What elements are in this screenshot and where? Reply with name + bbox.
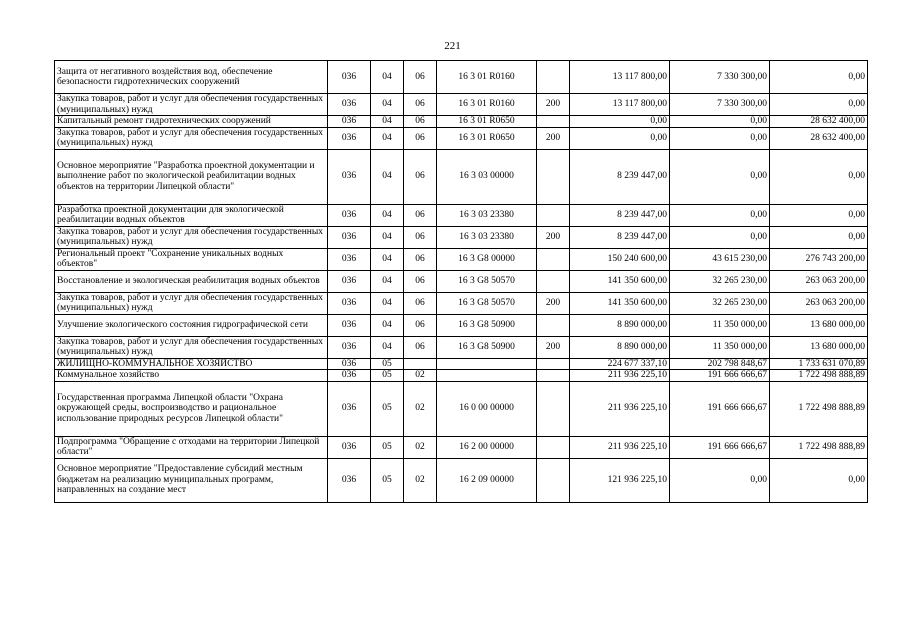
section-code: 05 [371, 381, 404, 436]
amount-year-3: 0,00 [770, 61, 868, 94]
section-code: 04 [371, 336, 404, 358]
amount-year-1: 8 239 447,00 [570, 149, 670, 204]
table-row [55, 370, 868, 382]
section-code: 05 [371, 436, 404, 458]
table-row [55, 127, 868, 149]
table-row [55, 292, 868, 314]
amount-year-2: 11 350 000,00 [670, 336, 770, 358]
subsection-code: 06 [404, 292, 437, 314]
ministry-code: 036 [328, 149, 371, 204]
subsection-code: 06 [404, 116, 437, 128]
amount-year-2: 0,00 [670, 116, 770, 128]
amount-year-3: 263 063 200,00 [770, 292, 868, 314]
ministry-code: 036 [328, 94, 371, 116]
expense-type [537, 116, 570, 128]
section-code: 05 [371, 458, 404, 502]
amount-year-2: 191 666 666,67 [670, 370, 770, 382]
target-article: 16 3 03 00000 [437, 149, 537, 204]
row-name: Закупка товаров, работ и услуг для обеспечения государственных (муниципальных) нужд [55, 94, 328, 116]
target-article: 16 2 00 00000 [437, 436, 537, 458]
expense-type: 200 [537, 336, 570, 358]
amount-year-3: 13 680 000,00 [770, 314, 868, 336]
subsection-code: 02 [404, 370, 437, 382]
amount-year-3: 263 063 200,00 [770, 270, 868, 292]
ministry-code: 036 [328, 204, 371, 226]
ministry-code: 036 [328, 336, 371, 358]
amount-year-3: 0,00 [770, 149, 868, 204]
expense-type [537, 381, 570, 436]
row-name: Закупка товаров, работ и услуг для обеспечения государственных (муниципальных) нужд [55, 336, 328, 358]
ministry-code: 036 [328, 270, 371, 292]
amount-year-2: 32 265 230,00 [670, 292, 770, 314]
target-article: 16 3 01 R0650 [437, 127, 537, 149]
subsection-code: 06 [404, 314, 437, 336]
table-row [55, 61, 868, 94]
amount-year-1: 150 240 600,00 [570, 248, 670, 270]
target-article: 16 3 01 R0650 [437, 116, 537, 128]
table-row [55, 358, 868, 370]
amount-year-1: 13 117 800,00 [570, 61, 670, 94]
row-name: Капитальный ремонт гидротехнических сооружений [55, 116, 328, 128]
row-name: Разработка проектной документации для экологической реабилитации водных объектов [55, 204, 328, 226]
amount-year-2: 0,00 [670, 149, 770, 204]
ministry-code: 036 [328, 61, 371, 94]
amount-year-1: 141 350 600,00 [570, 292, 670, 314]
target-article [437, 370, 537, 382]
section-code: 04 [371, 149, 404, 204]
table-row [55, 270, 868, 292]
amount-year-3: 1 733 631 070,89 [770, 358, 868, 370]
amount-year-3: 0,00 [770, 226, 868, 248]
amount-year-3: 0,00 [770, 94, 868, 116]
amount-year-1: 8 890 000,00 [570, 314, 670, 336]
subsection-code: 06 [404, 336, 437, 358]
table-row [55, 149, 868, 204]
target-article: 16 3 03 23380 [437, 204, 537, 226]
amount-year-2: 0,00 [670, 226, 770, 248]
amount-year-3: 28 632 400,00 [770, 116, 868, 128]
target-article: 16 3 G8 50570 [437, 292, 537, 314]
target-article: 16 3 G8 50900 [437, 336, 537, 358]
amount-year-1: 211 936 225,10 [570, 436, 670, 458]
amount-year-2: 32 265 230,00 [670, 270, 770, 292]
target-article: 16 3 G8 50900 [437, 314, 537, 336]
target-article: 16 3 G8 50570 [437, 270, 537, 292]
ministry-code: 036 [328, 116, 371, 128]
amount-year-1: 8 239 447,00 [570, 226, 670, 248]
expense-type [537, 61, 570, 94]
ministry-code: 036 [328, 226, 371, 248]
ministry-code: 036 [328, 381, 371, 436]
table-row [55, 436, 868, 458]
subsection-code [404, 358, 437, 370]
expense-type: 200 [537, 127, 570, 149]
subsection-code: 06 [404, 248, 437, 270]
expense-type [537, 314, 570, 336]
amount-year-1: 0,00 [570, 127, 670, 149]
expense-type [537, 358, 570, 370]
row-name: Основное мероприятие "Предоставление субсидий местным бюджетам на реализацию муниципальных программ, направленных на создание мест [55, 458, 328, 502]
ministry-code: 036 [328, 458, 371, 502]
expense-type [537, 436, 570, 458]
amount-year-1: 0,00 [570, 116, 670, 128]
subsection-code: 06 [404, 270, 437, 292]
row-name: Государственная программа Липецкой области "Охрана окружающей среды, воспроизводство и рациональное использование природных ресурсов Липецкой области" [55, 381, 328, 436]
table-row [55, 458, 868, 502]
amount-year-1: 121 936 225,10 [570, 458, 670, 502]
target-article: 16 3 03 23380 [437, 226, 537, 248]
row-name: Закупка товаров, работ и услуг для обеспечения государственных (муниципальных) нужд [55, 292, 328, 314]
amount-year-3: 276 743 200,00 [770, 248, 868, 270]
amount-year-1: 8 890 000,00 [570, 336, 670, 358]
expense-type [537, 149, 570, 204]
page-number: 221 [444, 40, 461, 52]
expense-type [537, 270, 570, 292]
target-article: 16 0 00 00000 [437, 381, 537, 436]
amount-year-3: 1 722 498 888,89 [770, 436, 868, 458]
table-row [55, 248, 868, 270]
section-code: 05 [371, 358, 404, 370]
amount-year-1: 8 239 447,00 [570, 204, 670, 226]
section-code: 04 [371, 270, 404, 292]
amount-year-1: 13 117 800,00 [570, 94, 670, 116]
row-name: ЖИЛИЩНО-КОММУНАЛЬНОЕ ХОЗЯЙСТВО [55, 358, 328, 370]
table-row [55, 204, 868, 226]
row-name: Улучшение экологического состояния гидрографической сети [55, 314, 328, 336]
row-name: Региональный проект "Сохранение уникальных водных объектов" [55, 248, 328, 270]
subsection-code: 02 [404, 436, 437, 458]
amount-year-2: 0,00 [670, 204, 770, 226]
section-code: 04 [371, 248, 404, 270]
amount-year-2: 7 330 300,00 [670, 94, 770, 116]
ministry-code: 036 [328, 292, 371, 314]
table-row [55, 226, 868, 248]
amount-year-3: 0,00 [770, 458, 868, 502]
table-row [55, 381, 868, 436]
expense-type [537, 370, 570, 382]
amount-year-2: 0,00 [670, 458, 770, 502]
row-name: Защита от негативного воздействия вод, обеспечение безопасности гидротехнических сооружений [55, 61, 328, 94]
section-code: 04 [371, 292, 404, 314]
amount-year-3: 1 722 498 888,89 [770, 370, 868, 382]
amount-year-3: 28 632 400,00 [770, 127, 868, 149]
row-name: Восстановление и экологическая реабилитация водных объектов [55, 270, 328, 292]
subsection-code: 06 [404, 226, 437, 248]
ministry-code: 036 [328, 370, 371, 382]
section-code: 04 [371, 94, 404, 116]
expense-type [537, 458, 570, 502]
table-row [55, 116, 868, 128]
ministry-code: 036 [328, 436, 371, 458]
table-row [55, 94, 868, 116]
subsection-code: 06 [404, 204, 437, 226]
subsection-code: 06 [404, 94, 437, 116]
section-code: 04 [371, 116, 404, 128]
subsection-code: 02 [404, 381, 437, 436]
row-name: Коммунальное хозяйство [55, 370, 328, 382]
row-name: Закупка товаров, работ и услуг для обеспечения государственных (муниципальных) нужд [55, 226, 328, 248]
row-name: Подпрограмма "Обращение с отходами на территории Липецкой области" [55, 436, 328, 458]
amount-year-1: 211 936 225,10 [570, 370, 670, 382]
amount-year-3: 0,00 [770, 204, 868, 226]
amount-year-2: 202 798 848,67 [670, 358, 770, 370]
amount-year-2: 11 350 000,00 [670, 314, 770, 336]
target-article: 16 3 G8 00000 [437, 248, 537, 270]
table-row [55, 336, 868, 358]
subsection-code: 06 [404, 127, 437, 149]
amount-year-2: 43 615 230,00 [670, 248, 770, 270]
section-code: 04 [371, 204, 404, 226]
ministry-code: 036 [328, 314, 371, 336]
amount-year-1: 224 677 337,10 [570, 358, 670, 370]
amount-year-2: 191 666 666,67 [670, 381, 770, 436]
target-article: 16 3 01 R0160 [437, 94, 537, 116]
expense-type: 200 [537, 292, 570, 314]
amount-year-3: 13 680 000,00 [770, 336, 868, 358]
subsection-code: 02 [404, 458, 437, 502]
section-code: 04 [371, 314, 404, 336]
ministry-code: 036 [328, 127, 371, 149]
section-code: 04 [371, 61, 404, 94]
section-code: 05 [371, 370, 404, 382]
amount-year-3: 1 722 498 888,89 [770, 381, 868, 436]
expense-type: 200 [537, 94, 570, 116]
target-article: 16 3 01 R0160 [437, 61, 537, 94]
amount-year-1: 141 350 600,00 [570, 270, 670, 292]
budget-table [54, 60, 868, 503]
expense-type: 200 [537, 226, 570, 248]
target-article: 16 2 09 00000 [437, 458, 537, 502]
section-code: 04 [371, 226, 404, 248]
subsection-code: 06 [404, 61, 437, 94]
table-row [55, 314, 868, 336]
subsection-code: 06 [404, 149, 437, 204]
amount-year-2: 191 666 666,67 [670, 436, 770, 458]
expense-type [537, 248, 570, 270]
amount-year-2: 0,00 [670, 127, 770, 149]
target-article [437, 358, 537, 370]
amount-year-1: 211 936 225,10 [570, 381, 670, 436]
section-code: 04 [371, 127, 404, 149]
row-name: Закупка товаров, работ и услуг для обеспечения государственных (муниципальных) нужд [55, 127, 328, 149]
expense-type [537, 204, 570, 226]
ministry-code: 036 [328, 358, 371, 370]
ministry-code: 036 [328, 248, 371, 270]
row-name: Основное мероприятие "Разработка проектной документации и выполнение работ по экологической реабилитации водных объектов на территории Липецкой области" [55, 149, 328, 204]
amount-year-2: 7 330 300,00 [670, 61, 770, 94]
